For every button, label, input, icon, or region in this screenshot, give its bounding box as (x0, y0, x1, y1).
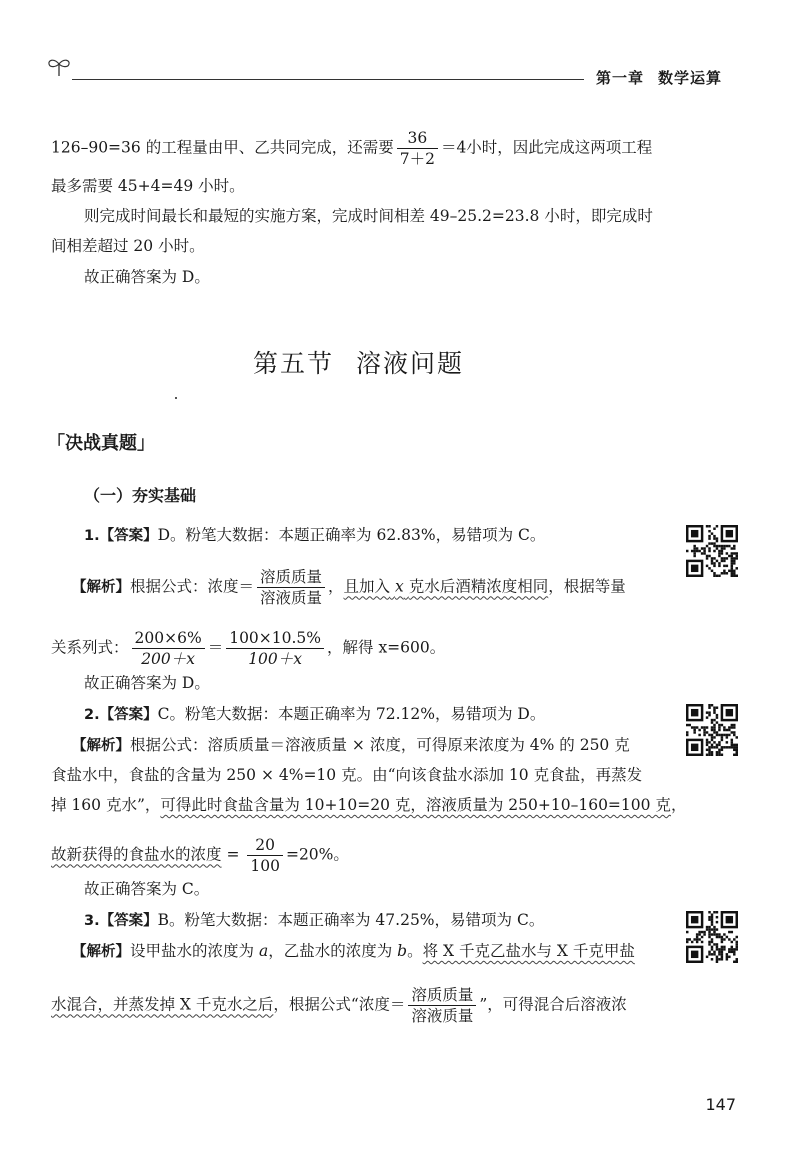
subsection-heading: （一）夯实基础 (84, 486, 197, 505)
q1-conclusion: 故正确答案为 D。 (84, 674, 210, 692)
section-number: 第五节 (253, 349, 335, 378)
q1-equation-line: 关系列式： $\frac{200\times 6\%}{200+x}$ ＝ $\frac{100\times 10.5\%}{100+x}$ ，解得 x=600。 (51, 629, 446, 668)
chapter-title: 数学运算 (658, 69, 723, 87)
text-line: 126–90=36 的工程量由甲、乙共同完成，还需要 $\frac{36}{7+2}$ ＝4小时，因此完成这两项工程 (51, 129, 653, 168)
fraction: $\frac{36}{7+2}$ (397, 128, 438, 169)
header-rule (72, 79, 584, 80)
q3-answer: 3.【答案】B。粉笔大数据：本题正确率为 47.25%，易错项为 C。 (84, 911, 545, 929)
chapter-label: 第一章 (596, 69, 645, 87)
fraction: $\frac{100\times 10.5\%}{100+x}$ (226, 628, 324, 669)
q2-analysis-line: 食盐水中，食盐的含量为 250 × 4%=10 克。由“向该食盐水添加 10 克食盐，再蒸发 (51, 766, 643, 784)
text-line: 故正确答案为 D。 (84, 268, 210, 286)
q3-analysis-line: 水混合，并蒸发掉 X 千克水之后，根据公式“浓度＝ $\frac{\text{溶质质量}}{\text{溶液质量}}$ ”，可得混合后溶液浓 (51, 986, 627, 1025)
exam-banner: 「决战真题」 (47, 433, 155, 454)
text-line: 最多需要 45+4=49 小时。 (51, 177, 245, 195)
q2-analysis-line: 【解析】根据公式：溶质质量＝溶液质量 × 浓度，可得原来浓度为 4% 的 250 克 (72, 736, 630, 754)
q2-conclusion: 故正确答案为 C。 (84, 880, 210, 898)
section-title (253, 344, 464, 380)
q1-answer: 1.【答案】D。粉笔大数据：本题正确率为 62.83%，易错项为 C。 (84, 526, 546, 544)
fraction: $\frac{20}{100}$ (247, 835, 283, 876)
q2-analysis-line: 掉 160 克水”，可得此时食盐含量为 10+10=20 克，溶液质量为 250+10–160=100 克， (51, 796, 687, 814)
sprout-icon (46, 54, 72, 78)
q3-analysis-line: 【解析】设甲盐水的浓度为 a，乙盐水的浓度为 b。将 X 千克乙盐水与 X 千克甲盐 (72, 942, 635, 960)
text-line: 则完成时间最长和最短的实施方案，完成时间相差 49–25.2=23.8 小时，即完成时 (84, 207, 653, 225)
qr-code-icon[interactable] (686, 911, 738, 963)
fraction: $\frac{\text{溶质质量}}{\text{溶液质量}}$ (257, 567, 325, 608)
q2-analysis-line: 故新获得的食盐水的浓度 = $\frac{20}{100}$ =20%。 (51, 836, 349, 875)
section-name: 溶液问题 (356, 349, 465, 378)
qr-code-icon[interactable] (686, 704, 738, 756)
fraction: $\frac{200\times 6\%}{200+x}$ (132, 628, 205, 669)
running-header (596, 67, 722, 88)
q2-answer: 2.【答案】C。粉笔大数据：本题正确率为 72.12%，易错项为 D。 (84, 705, 546, 723)
stray-dot (175, 397, 177, 399)
q1-analysis-line: 【解析】根据公式：浓度＝ $\frac{\text{溶质质量}}{\text{溶液质量}}$ ，且加入 x 克水后酒精浓度相同，根据等量 (72, 568, 626, 607)
qr-code-icon[interactable] (686, 525, 738, 577)
fraction: $\frac{\text{溶质质量}}{\text{溶液质量}}$ (408, 985, 476, 1026)
page-number: 147 (705, 1095, 736, 1114)
text-line: 间相差超过 20 小时。 (51, 237, 205, 255)
